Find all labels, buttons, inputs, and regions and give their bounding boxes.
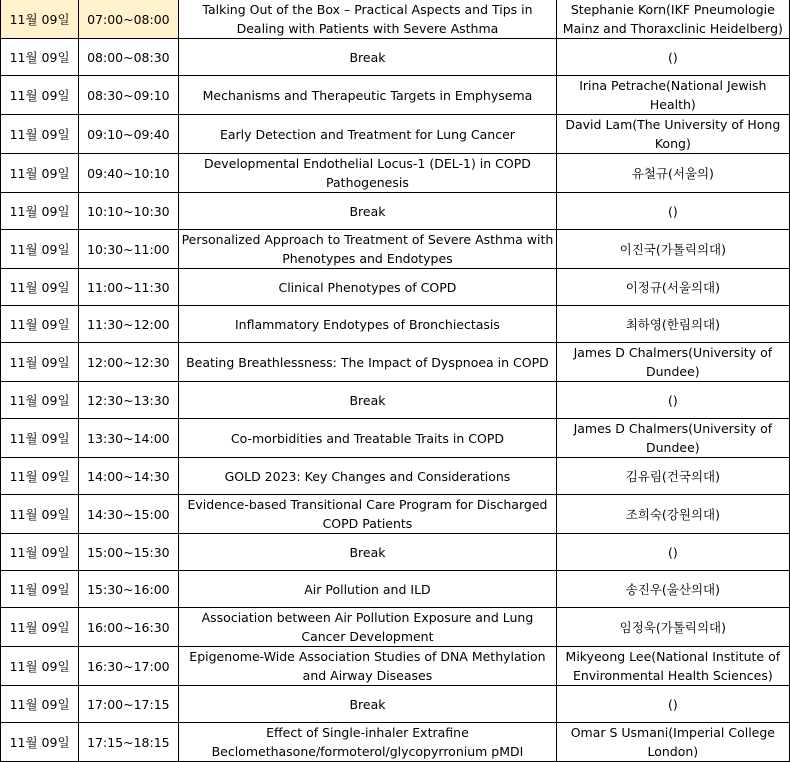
date-cell: 11월 09일: [1, 419, 79, 458]
schedule-row: [1, 647, 790, 686]
schedule-row: [1, 723, 790, 762]
date-cell: 11월 09일: [1, 193, 79, 230]
date-cell: 11월 09일: [1, 306, 79, 343]
session-title-cell: Effect of Single-inhaler Extrafine Beclomethasone/formoterol/glycopyrronium pMDI: [179, 723, 556, 762]
schedule-row: [1, 0, 790, 39]
schedule-row: [1, 534, 790, 571]
date-cell: 11월 09일: [1, 154, 79, 193]
speaker-cell: Omar S Usmani(Imperial College London): [556, 723, 789, 762]
session-title-cell: Early Detection and Treatment for Lung Cancer: [179, 115, 556, 154]
date-cell: 11월 09일: [1, 382, 79, 419]
session-title-cell: Inflammatory Endotypes of Bronchiectasis: [179, 306, 556, 343]
date-cell: 11월 09일: [1, 608, 79, 647]
session-title-cell: Co-morbidities and Treatable Traits in COPD: [179, 419, 556, 458]
date-cell: 11월 09일: [1, 534, 79, 571]
speaker-cell: James D Chalmers(University of Dundee): [556, 343, 789, 382]
time-cell: 15:00~15:30: [79, 534, 179, 571]
schedule-row: [1, 154, 790, 193]
schedule-row: [1, 458, 790, 495]
time-cell: 14:00~14:30: [79, 458, 179, 495]
schedule-row: [1, 306, 790, 343]
date-cell: 11월 09일: [1, 458, 79, 495]
time-cell: 08:00~08:30: [79, 39, 179, 76]
time-cell: 16:30~17:00: [79, 647, 179, 686]
speaker-cell: James D Chalmers(University of Dundee): [556, 419, 789, 458]
time-cell: 13:30~14:00: [79, 419, 179, 458]
date-cell: 11월 09일: [1, 647, 79, 686]
time-cell: 15:30~16:00: [79, 571, 179, 608]
speaker-cell: 최하영(한림의대): [556, 306, 789, 343]
speaker-cell: (): [556, 39, 789, 76]
date-cell: 11월 09일: [1, 76, 79, 115]
time-cell: 09:40~10:10: [79, 154, 179, 193]
date-cell: 11월 09일: [1, 39, 79, 76]
speaker-cell: 유철규(서울의): [556, 154, 789, 193]
speaker-cell: (): [556, 382, 789, 419]
time-cell: 17:00~17:15: [79, 686, 179, 723]
session-title-cell: Air Pollution and ILD: [179, 571, 556, 608]
session-title-cell: Association between Air Pollution Exposure and Lung Cancer Development: [179, 608, 556, 647]
speaker-cell: (): [556, 686, 789, 723]
schedule-row: [1, 39, 790, 76]
time-cell: 12:00~12:30: [79, 343, 179, 382]
speaker-cell: (): [556, 534, 789, 571]
date-cell: 11월 09일: [1, 343, 79, 382]
schedule-row: [1, 269, 790, 306]
session-title-cell: Clinical Phenotypes of COPD: [179, 269, 556, 306]
session-title-cell: Beating Breathlessness: The Impact of Dyspnoea in COPD: [179, 343, 556, 382]
time-cell: 17:15~18:15: [79, 723, 179, 762]
session-title-cell: Break: [179, 534, 556, 571]
time-cell: 10:10~10:30: [79, 193, 179, 230]
session-title-cell: GOLD 2023: Key Changes and Considerations: [179, 458, 556, 495]
date-cell: 11월 09일: [1, 0, 79, 39]
time-cell: 08:30~09:10: [79, 76, 179, 115]
schedule-row: [1, 571, 790, 608]
time-cell: 14:30~15:00: [79, 495, 179, 534]
session-title-cell: Epigenome-Wide Association Studies of DNA Methylation and Airway Diseases: [179, 647, 556, 686]
session-title-cell: Developmental Endothelial Locus-1 (DEL-1) in COPD Pathogenesis: [179, 154, 556, 193]
session-title-cell: Break: [179, 382, 556, 419]
date-cell: 11월 09일: [1, 269, 79, 306]
speaker-cell: Irina Petrache(National Jewish Health): [556, 76, 789, 115]
speaker-cell: Mikyeong Lee(National Institute of Environmental Health Sciences): [556, 647, 789, 686]
time-cell: 16:00~16:30: [79, 608, 179, 647]
session-title-cell: Talking Out of the Box – Practical Aspects and Tips in Dealing with Patients with Severe Asthma: [179, 0, 556, 39]
session-title-cell: Break: [179, 686, 556, 723]
time-cell: 07:00~08:00: [79, 0, 179, 39]
session-title-cell: Personalized Approach to Treatment of Severe Asthma with Phenotypes and Endotypes: [179, 230, 556, 269]
speaker-cell: 이정규(서울의대): [556, 269, 789, 306]
time-cell: 11:30~12:00: [79, 306, 179, 343]
schedule-row: [1, 686, 790, 723]
session-title-cell: Break: [179, 39, 556, 76]
schedule-row: [1, 608, 790, 647]
session-title-cell: Mechanisms and Therapeutic Targets in Emphysema: [179, 76, 556, 115]
speaker-cell: 임정욱(가톨릭의대): [556, 608, 789, 647]
date-cell: 11월 09일: [1, 686, 79, 723]
speaker-cell: (): [556, 193, 789, 230]
date-cell: 11월 09일: [1, 495, 79, 534]
speaker-cell: 김유림(건국의대): [556, 458, 789, 495]
schedule-row: [1, 382, 790, 419]
session-title-cell: Evidence-based Transitional Care Program for Discharged COPD Patients: [179, 495, 556, 534]
speaker-cell: 송진우(울산의대): [556, 571, 789, 608]
date-cell: 11월 09일: [1, 115, 79, 154]
date-cell: 11월 09일: [1, 230, 79, 269]
speaker-cell: 이진국(가톨릭의대): [556, 230, 789, 269]
schedule-body: [1, 0, 790, 762]
time-cell: 11:00~11:30: [79, 269, 179, 306]
date-cell: 11월 09일: [1, 723, 79, 762]
time-cell: 10:30~11:00: [79, 230, 179, 269]
time-cell: 12:30~13:30: [79, 382, 179, 419]
date-cell: 11월 09일: [1, 571, 79, 608]
schedule-row: [1, 76, 790, 115]
speaker-cell: 조희숙(강원의대): [556, 495, 789, 534]
schedule-row: [1, 419, 790, 458]
speaker-cell: David Lam(The University of Hong Kong): [556, 115, 789, 154]
schedule-row: [1, 343, 790, 382]
session-title-cell: Break: [179, 193, 556, 230]
schedule-row: [1, 495, 790, 534]
schedule-row: [1, 193, 790, 230]
time-cell: 09:10~09:40: [79, 115, 179, 154]
schedule-row: [1, 115, 790, 154]
speaker-cell: Stephanie Korn(IKF Pneumologie Mainz and Thoraxclinic Heidelberg): [556, 0, 789, 39]
schedule-row: [1, 230, 790, 269]
